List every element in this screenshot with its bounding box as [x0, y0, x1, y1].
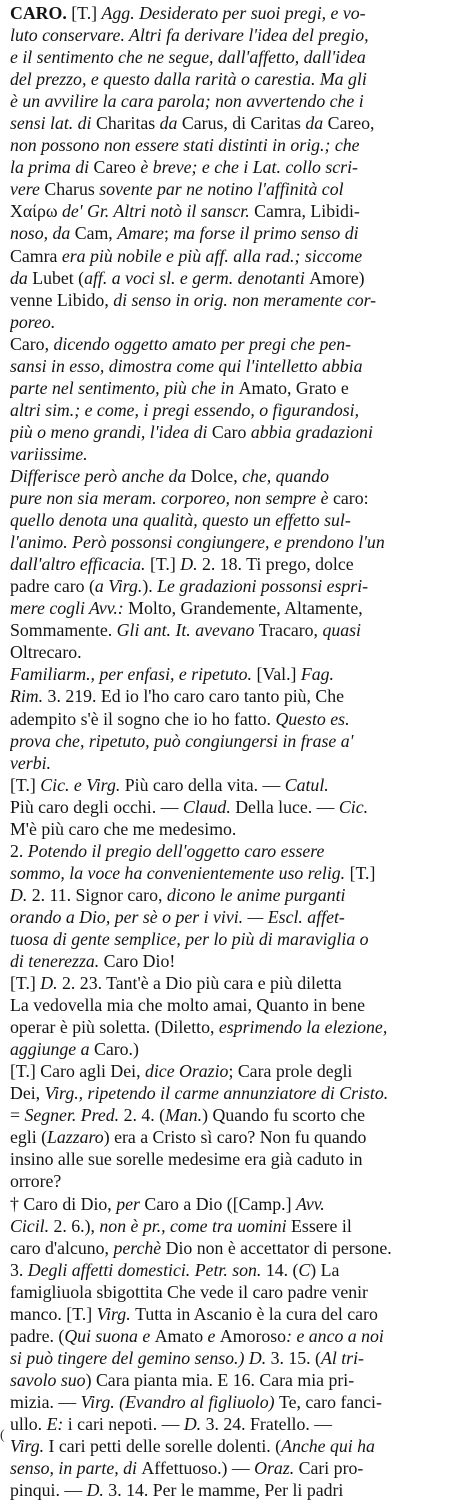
text-run: Avv. [295, 1193, 325, 1214]
text-run: da [159, 113, 182, 134]
text-run: Questo es. [275, 708, 350, 729]
text-run: sensi lat. di [10, 113, 96, 134]
text-run: poreo. [10, 311, 56, 332]
text-run: Cic. e Virg. [40, 774, 125, 795]
text-run: caro d'alcuno, [10, 1237, 114, 1258]
text-line [10, 906, 465, 928]
text-run: mere cogli Avv.: [10, 598, 129, 619]
text-run: dicendo oggetto amato per pregi che pen- [53, 333, 352, 354]
text-run: a Virg. [94, 576, 143, 597]
text-run: padre. ( [10, 1325, 65, 1346]
text-run: Lubet ( [32, 267, 85, 288]
text-run: ) La [310, 1259, 340, 1280]
text-run: vere [10, 179, 45, 200]
text-run: 3. 14. Per le mamme, Per li padri [108, 1480, 344, 1501]
text-line [10, 774, 465, 796]
text-line [10, 1435, 465, 1457]
text-run: Più caro degli occhi. — [10, 796, 183, 817]
text-run: esprimendo la elezione, [218, 1017, 388, 1038]
text-line [10, 1170, 465, 1192]
text-line [10, 465, 465, 487]
text-line [10, 24, 465, 46]
text-run: ) Cara pianta mia. E 16. Cara mia pri- [85, 1369, 355, 1390]
text-run: D. [183, 1414, 206, 1434]
text-run: Dolce, [190, 465, 243, 486]
text-line [10, 245, 465, 267]
text-run: mizia. — [10, 1391, 81, 1412]
text-run: abbia gradazioni [250, 421, 373, 442]
text-line [10, 443, 465, 465]
text-line [10, 1016, 465, 1038]
text-run: D. [40, 973, 63, 994]
text-run: [T.] [10, 1061, 41, 1082]
text-run: dall'altro efficacia. [10, 554, 150, 575]
text-run: Virg., ripetendo il carme annunziatore di Cristo. [44, 1083, 389, 1104]
text-run: tuosa di gente semplice, per lo più di maraviglia o [10, 928, 369, 949]
text-run: Cic. [338, 796, 369, 817]
text-line [10, 46, 465, 68]
text-line [10, 1325, 465, 1347]
text-run: pinqui. — [10, 1480, 87, 1501]
text-run: non possono non essere stati distinti in orig.; che [10, 135, 360, 156]
text-run: Oltrecaro. [10, 642, 82, 663]
text-run: variissime. [10, 443, 88, 464]
text-run: Χαίρω [10, 201, 62, 222]
text-run: aff. a voci sl. e germ. denotanti [84, 267, 310, 288]
text-run: Amato [154, 1325, 208, 1346]
text-run: Affettuoso.) — [141, 1458, 255, 1479]
text-run: l'animo. Però possonsi congiungere, e prendono l'un [10, 532, 385, 553]
text-run: e il sentimento che ne segue, dall'affetto, dall'idea [10, 47, 366, 68]
text-line [10, 1259, 465, 1281]
text-line [10, 178, 465, 200]
text-run: è breve; e che i Lat. collo scri- [140, 157, 358, 178]
text-line [10, 90, 465, 112]
text-line [10, 311, 465, 333]
text-line [10, 575, 465, 597]
text-line [10, 884, 465, 906]
text-run: e [207, 1325, 220, 1346]
text-run: ) Quando fu scorto che [202, 1105, 366, 1126]
text-line [10, 267, 465, 289]
text-line [10, 1193, 465, 1215]
text-line [10, 1038, 465, 1060]
text-line [10, 1104, 465, 1126]
text-run: D. [248, 1347, 271, 1368]
text-run: Al tri- [320, 1347, 364, 1368]
text-run: Dei, [10, 1083, 45, 1104]
text-run: Camra, Libidi- [254, 201, 360, 222]
text-run: luto conservare. Altri fa derivare l'idea del pregio, [10, 25, 369, 46]
text-run: D. [10, 884, 32, 905]
text-run: = [10, 1105, 25, 1126]
text-line [10, 950, 465, 972]
text-run: savolo suo [10, 1369, 86, 1390]
text-run: operar è più soletta. (Diletto, [10, 1017, 219, 1038]
text-line [10, 796, 465, 818]
text-run: Della luce. — [235, 796, 339, 817]
text-line [10, 1303, 465, 1325]
text-run: E: [46, 1414, 68, 1434]
text-run: Carus, di Caritas [181, 113, 306, 134]
text-line [10, 333, 465, 355]
text-run: Degli affetti domestici. Petr. son. [27, 1259, 266, 1280]
text-run: sansi in esso, dimostra come qui l'intelletto abbia [10, 355, 363, 376]
text-run: sommo, la voce ha convenientemente uso relig. [10, 862, 350, 883]
text-run: ma forse il primo senso di [173, 223, 359, 244]
text-line [10, 597, 465, 619]
text-line [10, 487, 465, 509]
text-line [10, 972, 465, 994]
text-line [10, 1060, 465, 1082]
text-run: La vedovella mia che molto amai, Quanto in bene [10, 995, 366, 1016]
text-run: CARO. [10, 3, 67, 23]
text-run: [Val.] [256, 664, 301, 685]
text-run: verbi. [10, 752, 51, 773]
text-line [10, 200, 465, 222]
text-run: caro: [332, 488, 369, 509]
text-run: Lazzaro [47, 1127, 104, 1148]
text-run: 2. 6.), [53, 1215, 100, 1236]
text-run: famigliuola sbigottita Che vede il caro padre venir [10, 1281, 368, 1302]
text-run: altri sim.; e come, i pregi essendo, o figurandosi, [10, 399, 360, 420]
text-line [10, 1215, 465, 1237]
text-run: manco. [T.] [10, 1303, 97, 1324]
text-run: [T.] [349, 862, 376, 883]
text-run: Anche qui ha [281, 1436, 375, 1457]
text-run: Fag. [300, 664, 334, 685]
text-run: sovente par ne notino l'affinità col [99, 179, 344, 200]
text-line [10, 1479, 465, 1501]
text-run: 14. ( [265, 1259, 299, 1280]
text-line [10, 134, 465, 156]
text-line [10, 509, 465, 531]
text-line [10, 730, 465, 752]
text-run: Caro agli Dei, [40, 1061, 145, 1082]
text-line [10, 1281, 465, 1303]
text-run: ; Cara prole degli [228, 1061, 353, 1082]
text-run: Segner. Pred. [24, 1105, 124, 1126]
text-run: Virg. [10, 1436, 49, 1457]
text-line [10, 1148, 465, 1170]
text-run: 3. 15. ( [270, 1347, 321, 1368]
text-run: Tracaro, [258, 620, 323, 641]
text-run: Gli ant. It. avevano [116, 620, 259, 641]
text-run: Careo [93, 157, 141, 178]
text-line [10, 377, 465, 399]
text-run: [T.] [66, 3, 102, 23]
text-run: Virg. [96, 1303, 136, 1324]
text-run: ullo. [10, 1414, 47, 1434]
text-run: Dio non è accettator di persone. [165, 1237, 392, 1258]
text-line [10, 663, 465, 685]
margin-mark: ( [0, 1428, 5, 1443]
text-run: Man. [165, 1105, 203, 1126]
text-run: 2. 23. Tant'è a Dio più cara e più diletta [62, 973, 342, 994]
text-run: insino alle sue sorelle medesime era già caduto in [10, 1149, 363, 1170]
text-run: che, quando [242, 465, 330, 486]
text-run: orando a Dio, per sè o per i vivi. — Escl. affet- [10, 906, 345, 927]
text-run: più o meno grandi, l'idea di [10, 421, 212, 442]
text-run: Differisce però anche da [10, 465, 191, 486]
text-run: Familiarm., per enfasi, e ripetuto. [10, 664, 257, 685]
text-run: quello denota una qualità, questo un effetto sul- [10, 510, 351, 531]
text-run: Amato, Grato e [238, 377, 349, 398]
text-run: noso, da [10, 223, 75, 244]
text-line [10, 1082, 465, 1104]
text-line [10, 752, 465, 774]
text-run: orrore? [10, 1171, 62, 1192]
text-run: egli ( [10, 1127, 48, 1148]
text-run: de' Gr. Altri notò il sanscr. [61, 201, 255, 222]
text-run: di tenerezza. [10, 951, 104, 972]
text-line [10, 1347, 465, 1369]
text-run: Charus [44, 179, 100, 200]
text-run: Te, caro fanci- [279, 1391, 382, 1412]
text-run: dice Orazio [144, 1061, 229, 1082]
text-run: parte nel sentimento, più che in [10, 377, 239, 398]
text-run: 2. 4. ( [123, 1105, 166, 1126]
text-run: [T.] [149, 554, 181, 575]
text-run: 3. [10, 1259, 28, 1280]
text-line [10, 685, 465, 707]
text-line [10, 641, 465, 663]
text-run: D. [86, 1480, 109, 1501]
text-run: Claud. [182, 796, 236, 817]
text-run: pure non sia meram. corporeo, non sempre è [10, 488, 333, 509]
text-run: per [116, 1193, 145, 1214]
text-run: Charitas [95, 113, 160, 134]
text-line [10, 112, 465, 134]
text-run: [T.] [10, 973, 41, 994]
text-run: C [298, 1259, 311, 1280]
text-run: Caro.) [93, 1039, 139, 1060]
text-run: Più caro della vita. — [124, 774, 285, 795]
text-run: padre caro ( [10, 576, 95, 597]
text-line [10, 1413, 465, 1435]
text-run: Camra [10, 245, 62, 266]
text-line [10, 708, 465, 730]
text-run: I cari petti delle sorelle dolenti. ( [48, 1436, 282, 1457]
text-run: da [305, 113, 328, 134]
text-line [10, 355, 465, 377]
text-run: era più nobile e più aff. alla rad.; siccome [61, 245, 363, 266]
text-run: Le gradazioni possonsi espri- [157, 576, 369, 597]
text-run: Caro, [10, 333, 54, 354]
text-run: Cari pro- [298, 1458, 364, 1479]
text-line [10, 399, 465, 421]
text-line [10, 840, 465, 862]
text-run: Amare [117, 223, 164, 244]
text-run: 2. [10, 840, 28, 861]
text-run: quasi [322, 620, 361, 641]
text-run: † Caro di Dio, [10, 1193, 117, 1214]
text-line [10, 2, 465, 24]
text-run: di senso in orig. non meramente cor- [113, 289, 377, 310]
text-run: Potendo il pregio dell'oggetto caro essere [27, 840, 325, 861]
text-run: ; [163, 223, 174, 244]
text-run: Rim. [10, 686, 48, 707]
text-line [10, 1126, 465, 1148]
text-run: Cicil. [10, 1215, 54, 1236]
text-run: si può tingere del gemino senso.) [10, 1347, 249, 1368]
text-run: Cam, [74, 223, 118, 244]
text-line [10, 222, 465, 244]
text-line [10, 1457, 465, 1479]
text-run: Caro a Dio ([Camp.] [144, 1193, 296, 1214]
text-run: Qui suona e [64, 1325, 155, 1346]
text-run: Careo, [327, 113, 375, 134]
text-run: dicono le anime purganti [166, 884, 346, 905]
text-run: perchè [113, 1237, 166, 1258]
text-line [10, 156, 465, 178]
text-run: del prezzo, e questo dalla rarità o carestia. Ma gli [10, 69, 367, 90]
text-run: Essere il [291, 1215, 352, 1236]
text-line [10, 421, 465, 443]
text-line [10, 1369, 465, 1391]
dictionary-entry-caro [10, 2, 465, 1501]
text-line [10, 994, 465, 1016]
text-line [10, 1391, 465, 1413]
text-run: Amore) [309, 267, 365, 288]
text-run: aggiunge a [10, 1039, 94, 1060]
text-run: 3. 219. Ed io l'ho caro caro tanto più, Che [47, 686, 345, 707]
text-run: i cari nepoti. — [67, 1414, 184, 1434]
text-run: [T.] [10, 774, 41, 795]
text-run: la prima di [10, 157, 94, 178]
text-run: D. [180, 554, 202, 575]
text-run: M'è più caro che me medesimo. [10, 818, 237, 839]
text-line [10, 862, 465, 884]
text-run: senso, in parte, di [10, 1458, 142, 1479]
text-run: 2. 18. Ti prego, dolce [201, 554, 354, 575]
text-run: 3. 24. Fratello. — [205, 1414, 333, 1434]
text-run: ). [142, 576, 158, 597]
text-line [10, 531, 465, 553]
text-run: non è pr., come tra uomini [99, 1215, 292, 1236]
text-run: venne Libido, [10, 289, 114, 310]
text-run: Virg. (Evandro al figliuolo) [80, 1391, 279, 1412]
text-run: Catul. [284, 774, 329, 795]
text-run: Molto, Grandemente, Altamente, [128, 598, 363, 619]
text-line [10, 68, 465, 90]
text-run: Tutta in Ascanio è la cura del caro [135, 1303, 378, 1324]
text-run: ) era a Cristo sì caro? Non fu quando [103, 1127, 367, 1148]
text-run: Caro Dio! [103, 951, 176, 972]
text-run: è un avvilire la cara parola; non avvertendo che i [10, 91, 364, 112]
text-run: Agg. Desiderato per suoi pregi, e vo- [101, 3, 366, 23]
text-line [10, 619, 465, 641]
text-line [10, 1237, 465, 1259]
text-line [10, 289, 465, 311]
text-run: Sommamente. [10, 620, 117, 641]
text-run: prova che, ripetuto, può congiungersi in frase a' [10, 730, 354, 751]
text-line [10, 928, 465, 950]
text-run: Oraz. [254, 1458, 299, 1479]
text-run: Amoroso [219, 1325, 287, 1346]
text-run: Caro [211, 421, 251, 442]
text-line [10, 818, 465, 840]
text-run: adempito s'è il sogno che io ho fatto. [10, 708, 276, 729]
text-run: 2. 11. Signor caro, [31, 884, 167, 905]
text-line [10, 553, 465, 575]
text-run: : e anco a noi [286, 1325, 384, 1346]
text-run: da [10, 267, 33, 288]
